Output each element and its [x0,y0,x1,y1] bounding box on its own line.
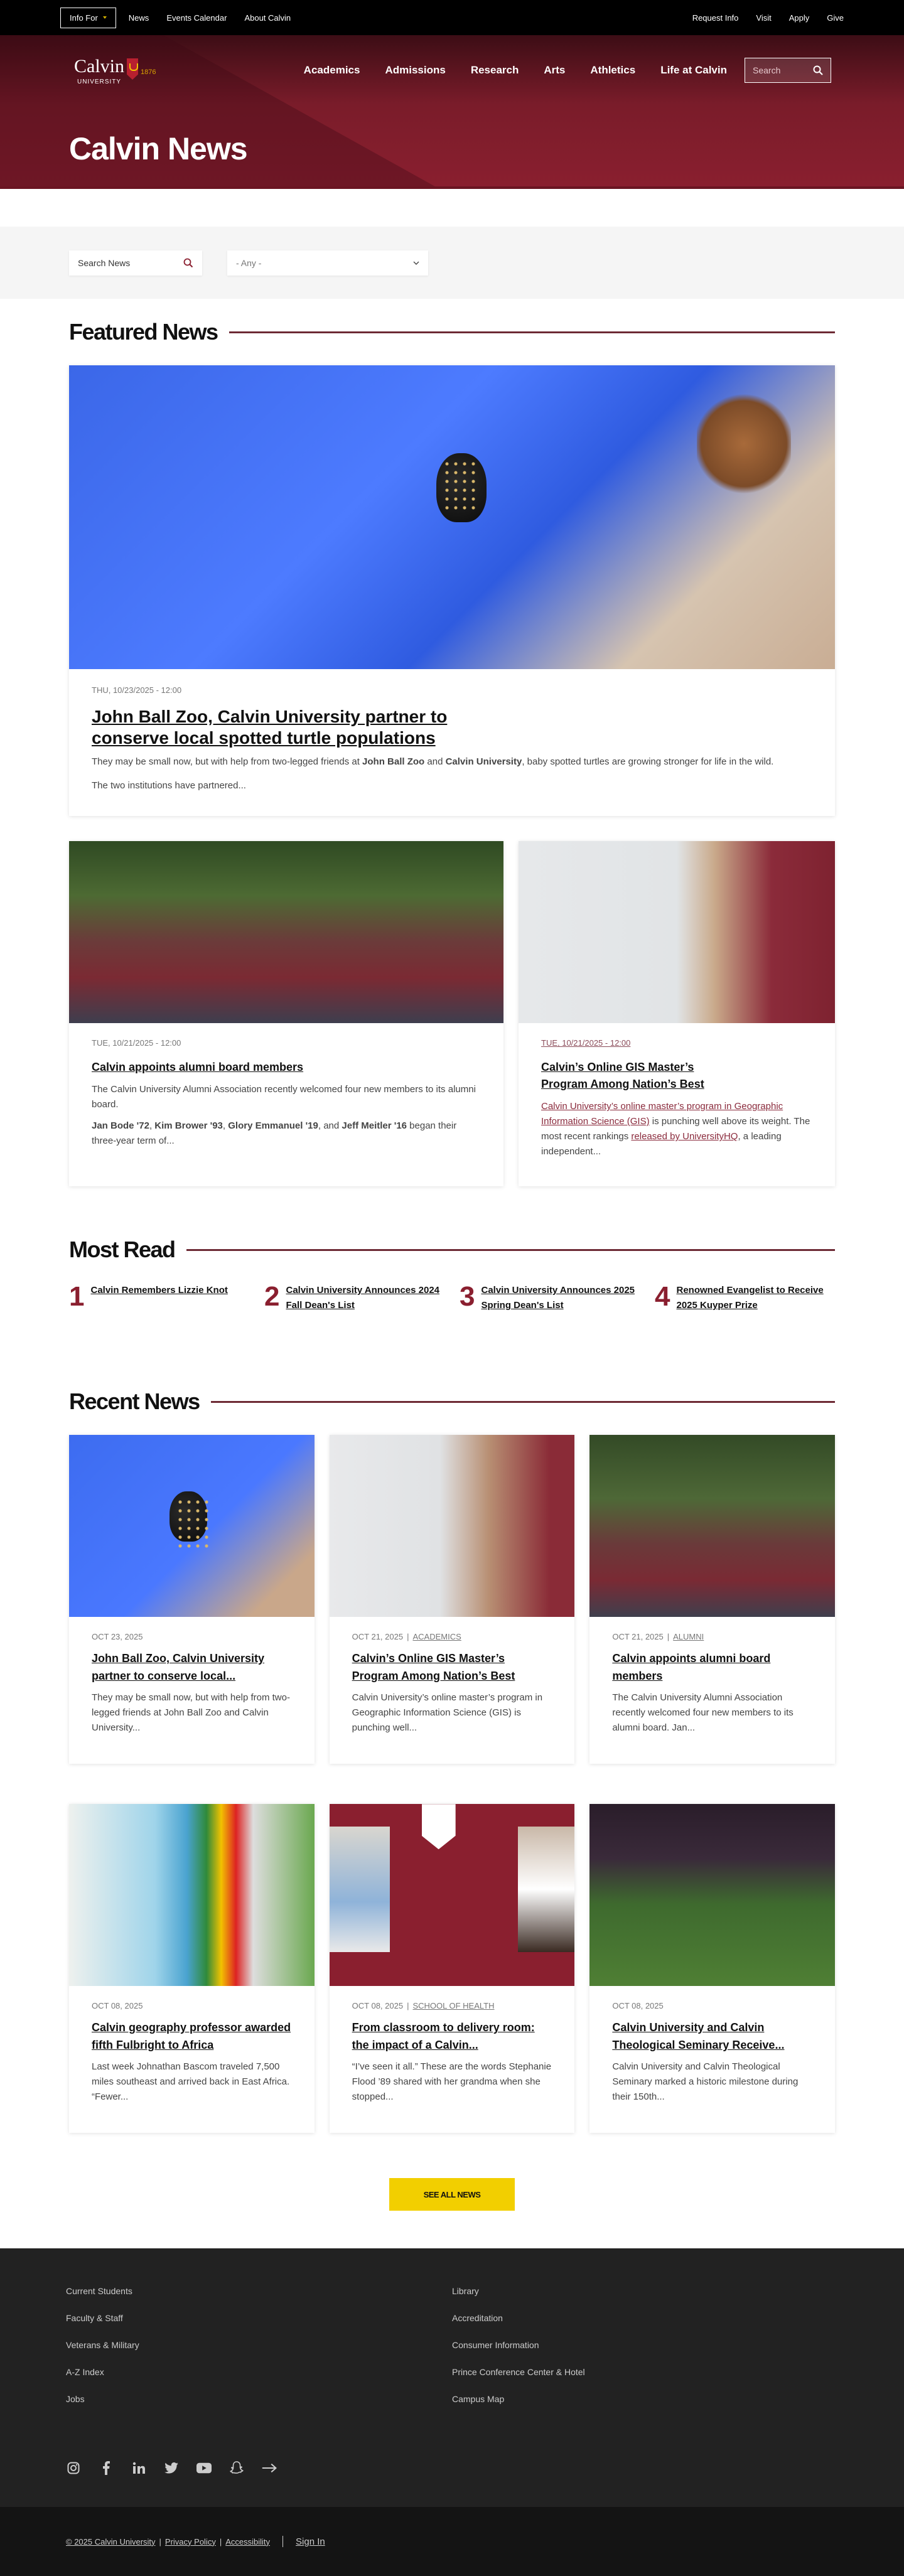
article-date: OCT 21, 2025 | ALUMNI [612,1632,704,1642]
nav-athletics[interactable]: Athletics [590,64,636,76]
arrow-right-icon[interactable] [262,2461,277,2476]
article-date: OCT 08, 2025 | SCHOOL OF HEALTH [352,2001,495,2011]
alumni-thumbnail[interactable] [589,1435,835,1617]
utility-bar [0,0,904,35]
most-read-section [0,1237,904,1313]
nav-admissions[interactable]: Admissions [385,64,446,76]
util-link-give[interactable]: Give [827,13,844,23]
article-date: OCT 21, 2025 | ACADEMICS [352,1632,461,1642]
category-link[interactable]: ACADEMICS [412,1632,461,1642]
privacy-policy-link[interactable]: Privacy Policy [164,2536,216,2546]
info-for-dropdown[interactable] [60,8,116,28]
most-read-link[interactable]: Renowned Evangelist to Receive 2025 Kuyper Prize [676,1285,824,1311]
divider [282,2536,283,2547]
heading-rule [211,1401,835,1403]
nav-academics[interactable]: Academics [303,64,360,76]
footer-link-library[interactable]: Library [452,2286,479,2297]
util-link-visit[interactable]: Visit [756,13,772,23]
search-news-placeholder: Search News [78,257,131,268]
footer-link-current-students[interactable]: Current Students [66,2286,132,2297]
instagram-icon[interactable] [66,2461,81,2476]
separator: | [219,2536,222,2546]
article-title-link[interactable]: John Ball Zoo, Calvin University partner to conserve local spotted turtle populations [92,707,448,748]
search-news-input[interactable] [69,250,202,276]
info-for-label: Info For [70,13,98,23]
article-title-link[interactable]: Calvin appoints alumni board members [92,1061,304,1074]
news-card[interactable] [69,1804,315,2133]
article-excerpt: They may be small now, but with help from two-legged friends at John Ball Zoo and Calvin University... [92,1692,290,1733]
africa-map-thumbnail[interactable] [69,1804,315,1986]
section-heading: Featured News [69,319,218,345]
rank-number: 2 [264,1281,279,1312]
image-detail [518,1827,574,1952]
news-filters [0,227,904,299]
image-detail [697,390,791,497]
most-read-item[interactable] [69,1283,249,1313]
twitter-icon[interactable] [164,2461,179,2476]
footer-link-veterans[interactable]: Veterans & Military [66,2340,139,2351]
facebook-icon[interactable] [99,2461,114,2476]
site-search-input[interactable] [745,58,831,83]
search-icon[interactable] [183,258,193,268]
rank-number: 4 [655,1281,669,1312]
nav-arts[interactable]: Arts [544,64,566,76]
logo-year: 1876 [141,68,156,76]
snapchat-icon[interactable] [229,2461,244,2476]
logo-subtext: UNIVERSITY [77,78,121,85]
nav-life-at-calvin[interactable]: Life at Calvin [660,64,727,76]
drone-thumbnail[interactable] [330,1435,575,1617]
article-title-link[interactable]: Calvin’s Online GIS Master’s Program Among Nation’s Best [541,1061,704,1091]
article-excerpt: Last week Johnathan Bascom traveled 7,500 miles southeast and arrived back in East Africa. “Fewer... [92,2061,290,2102]
news-card[interactable] [589,1804,835,2133]
footer-link-campus-map[interactable]: Campus Map [452,2394,505,2405]
footer-link-faculty-staff[interactable]: Faculty & Staff [66,2313,123,2324]
featured-news-section [0,319,904,1186]
footer-link-jobs[interactable]: Jobs [66,2394,85,2405]
footer-link-az-index[interactable]: A-Z Index [66,2367,104,2378]
rank-number: 3 [460,1281,474,1312]
article-excerpt: Calvin University’s online master’s program in Geographic Information Science (GIS) is punching well... [352,1692,543,1733]
caret-down-icon [103,16,107,19]
shield-icon [127,58,138,80]
section-heading: Most Read [69,1237,175,1263]
image-detail [170,1491,207,1542]
hero-banner [0,35,904,189]
util-link-apply[interactable]: Apply [788,13,810,23]
rank-number: 1 [69,1281,83,1312]
footer-link-accreditation[interactable]: Accreditation [452,2313,503,2324]
news-card[interactable] [69,1435,315,1764]
gis-program-link[interactable]: Calvin University’s online master’s program in Geographic Information Science (GIS) [541,1101,783,1127]
article-excerpt: They may be small now, but with help from two-legged friends at John Ball Zoo and Calvin University, baby spotted turtles are growing stronger for life in the wild. [92,756,774,768]
util-link-about[interactable]: About Calvin [244,13,291,23]
article-date-link[interactable]: TUE, 10/21/2025 - 12:00 [541,1038,631,1048]
category-select[interactable] [227,250,428,276]
recent-news-section [0,1388,904,2211]
util-link-events[interactable]: Events Calendar [166,13,227,23]
turtle-image[interactable] [69,365,835,669]
article-excerpt: “I’ve seen it all.” These are the words Stephanie Flood ’89 shared with her grandma when she stopped... [352,2061,552,2102]
util-link-news[interactable]: News [128,13,149,23]
article-date: OCT 08, 2025 [612,2001,664,2011]
turtle-thumbnail[interactable] [69,1435,315,1617]
legal-bar [0,2507,904,2576]
nursing-thumbnail[interactable] [330,1804,575,1986]
most-read-link[interactable]: Calvin University Announces 2025 Spring Dean's List [481,1285,635,1311]
most-read-item[interactable] [655,1283,835,1313]
chevron-down-icon [413,261,419,265]
youtube-icon[interactable] [196,2461,212,2476]
separator: | [159,2536,161,2546]
drone-photo[interactable] [519,841,835,1023]
article-excerpt: The Calvin University Alumni Association recently welcomed four new members to its alumni board. Jan... [612,1692,794,1733]
page-title: Calvin News [69,131,247,166]
featured-card-alumni[interactable] [69,841,503,1186]
util-link-request-info[interactable]: Request Info [692,13,739,23]
social-links [66,2461,838,2476]
featured-main-card[interactable] [69,365,835,816]
news-card[interactable] [589,1435,835,1764]
featured-card-gis[interactable] [519,841,835,1186]
image-detail [330,1827,390,1952]
article-title-link[interactable]: Calvin’s Online GIS Master’s Program Among Nation’s Best [352,1652,515,1683]
universityhq-link[interactable]: released by UniversityHQ [631,1131,738,1142]
most-read-link[interactable]: Calvin University Announces 2024 Fall Dean's List [286,1285,440,1311]
article-title-link[interactable]: From classroom to delivery room: the impact of a Calvin... [352,2021,535,2052]
image-detail [436,453,487,522]
news-card[interactable] [330,1435,575,1764]
site-search-placeholder: Search [753,65,781,75]
stadium-ceremony-thumbnail[interactable] [589,1804,835,1986]
hero-divider [0,186,904,189]
footer-link-prince-center[interactable]: Prince Conference Center & Hotel [452,2367,585,2378]
most-read-link[interactable]: Calvin Remembers Lizzie Knot [90,1285,228,1296]
article-excerpt-continued: The two institutions have partnered... [92,780,246,792]
category-link[interactable]: SCHOOL OF HEALTH [412,2001,495,2011]
article-title-link[interactable]: Calvin geography professor awarded fifth Fulbright to Africa [92,2021,291,2052]
article-date: TUE, 10/21/2025 - 12:00 [92,1038,181,1048]
article-date: OCT 08, 2025 [92,2001,143,2011]
copyright-link[interactable]: © 2025 Calvin University [66,2536,156,2546]
article-title-link[interactable]: Calvin appoints alumni board members [612,1652,771,1683]
heading-rule [186,1249,835,1251]
search-icon[interactable] [813,65,823,75]
category-select-value: - Any - [236,257,262,268]
category-link[interactable]: ALUMNI [673,1632,704,1642]
article-excerpt: Calvin University’s online master’s program in Geographic Information Science (GIS) is punching well above its weight. The most recent rankings released by UniversityHQ, a leading independent... [541,1101,810,1157]
article-excerpt-continued: Jan Bode '72, Kim Brower '93, Glory Emmanuel '19, and Jeff Meitler '16 began their three-year term of... [92,1120,457,1147]
heading-rule [229,331,835,333]
main-nav [304,58,831,83]
article-title-link[interactable]: Calvin University and Calvin Theological Seminary Receive... [612,2021,785,2052]
accessibility-link[interactable]: Accessibility [225,2536,271,2546]
site-footer [0,2248,904,2507]
see-all-news-button[interactable]: SEE ALL NEWS [389,2178,515,2211]
article-date: THU, 10/23/2025 - 12:00 [92,685,182,695]
sign-in-link[interactable]: Sign In [296,2536,325,2547]
most-read-item[interactable] [264,1283,444,1313]
linkedin-icon[interactable] [131,2461,146,2476]
logo-wordmark: Calvin [74,56,124,77]
article-excerpt: Calvin University and Calvin Theological Seminary marked a historic milestone during their 150th... [612,2061,799,2102]
section-heading: Recent News [69,1388,200,1415]
nav-research[interactable]: Research [470,64,519,76]
alumni-group-photo[interactable] [69,841,503,1023]
news-card[interactable] [330,1804,575,2133]
shield-icon [422,1804,456,1849]
footer-link-consumer-info[interactable]: Consumer Information [452,2340,539,2351]
calvin-logo[interactable] [74,57,156,85]
most-read-item[interactable] [460,1283,640,1313]
article-date: OCT 23, 2025 [92,1632,143,1642]
article-excerpt: The Calvin University Alumni Association recently welcomed four new members to its alumni board. [92,1084,476,1110]
article-title-link[interactable]: John Ball Zoo, Calvin University partner to conserve local... [92,1652,265,1683]
